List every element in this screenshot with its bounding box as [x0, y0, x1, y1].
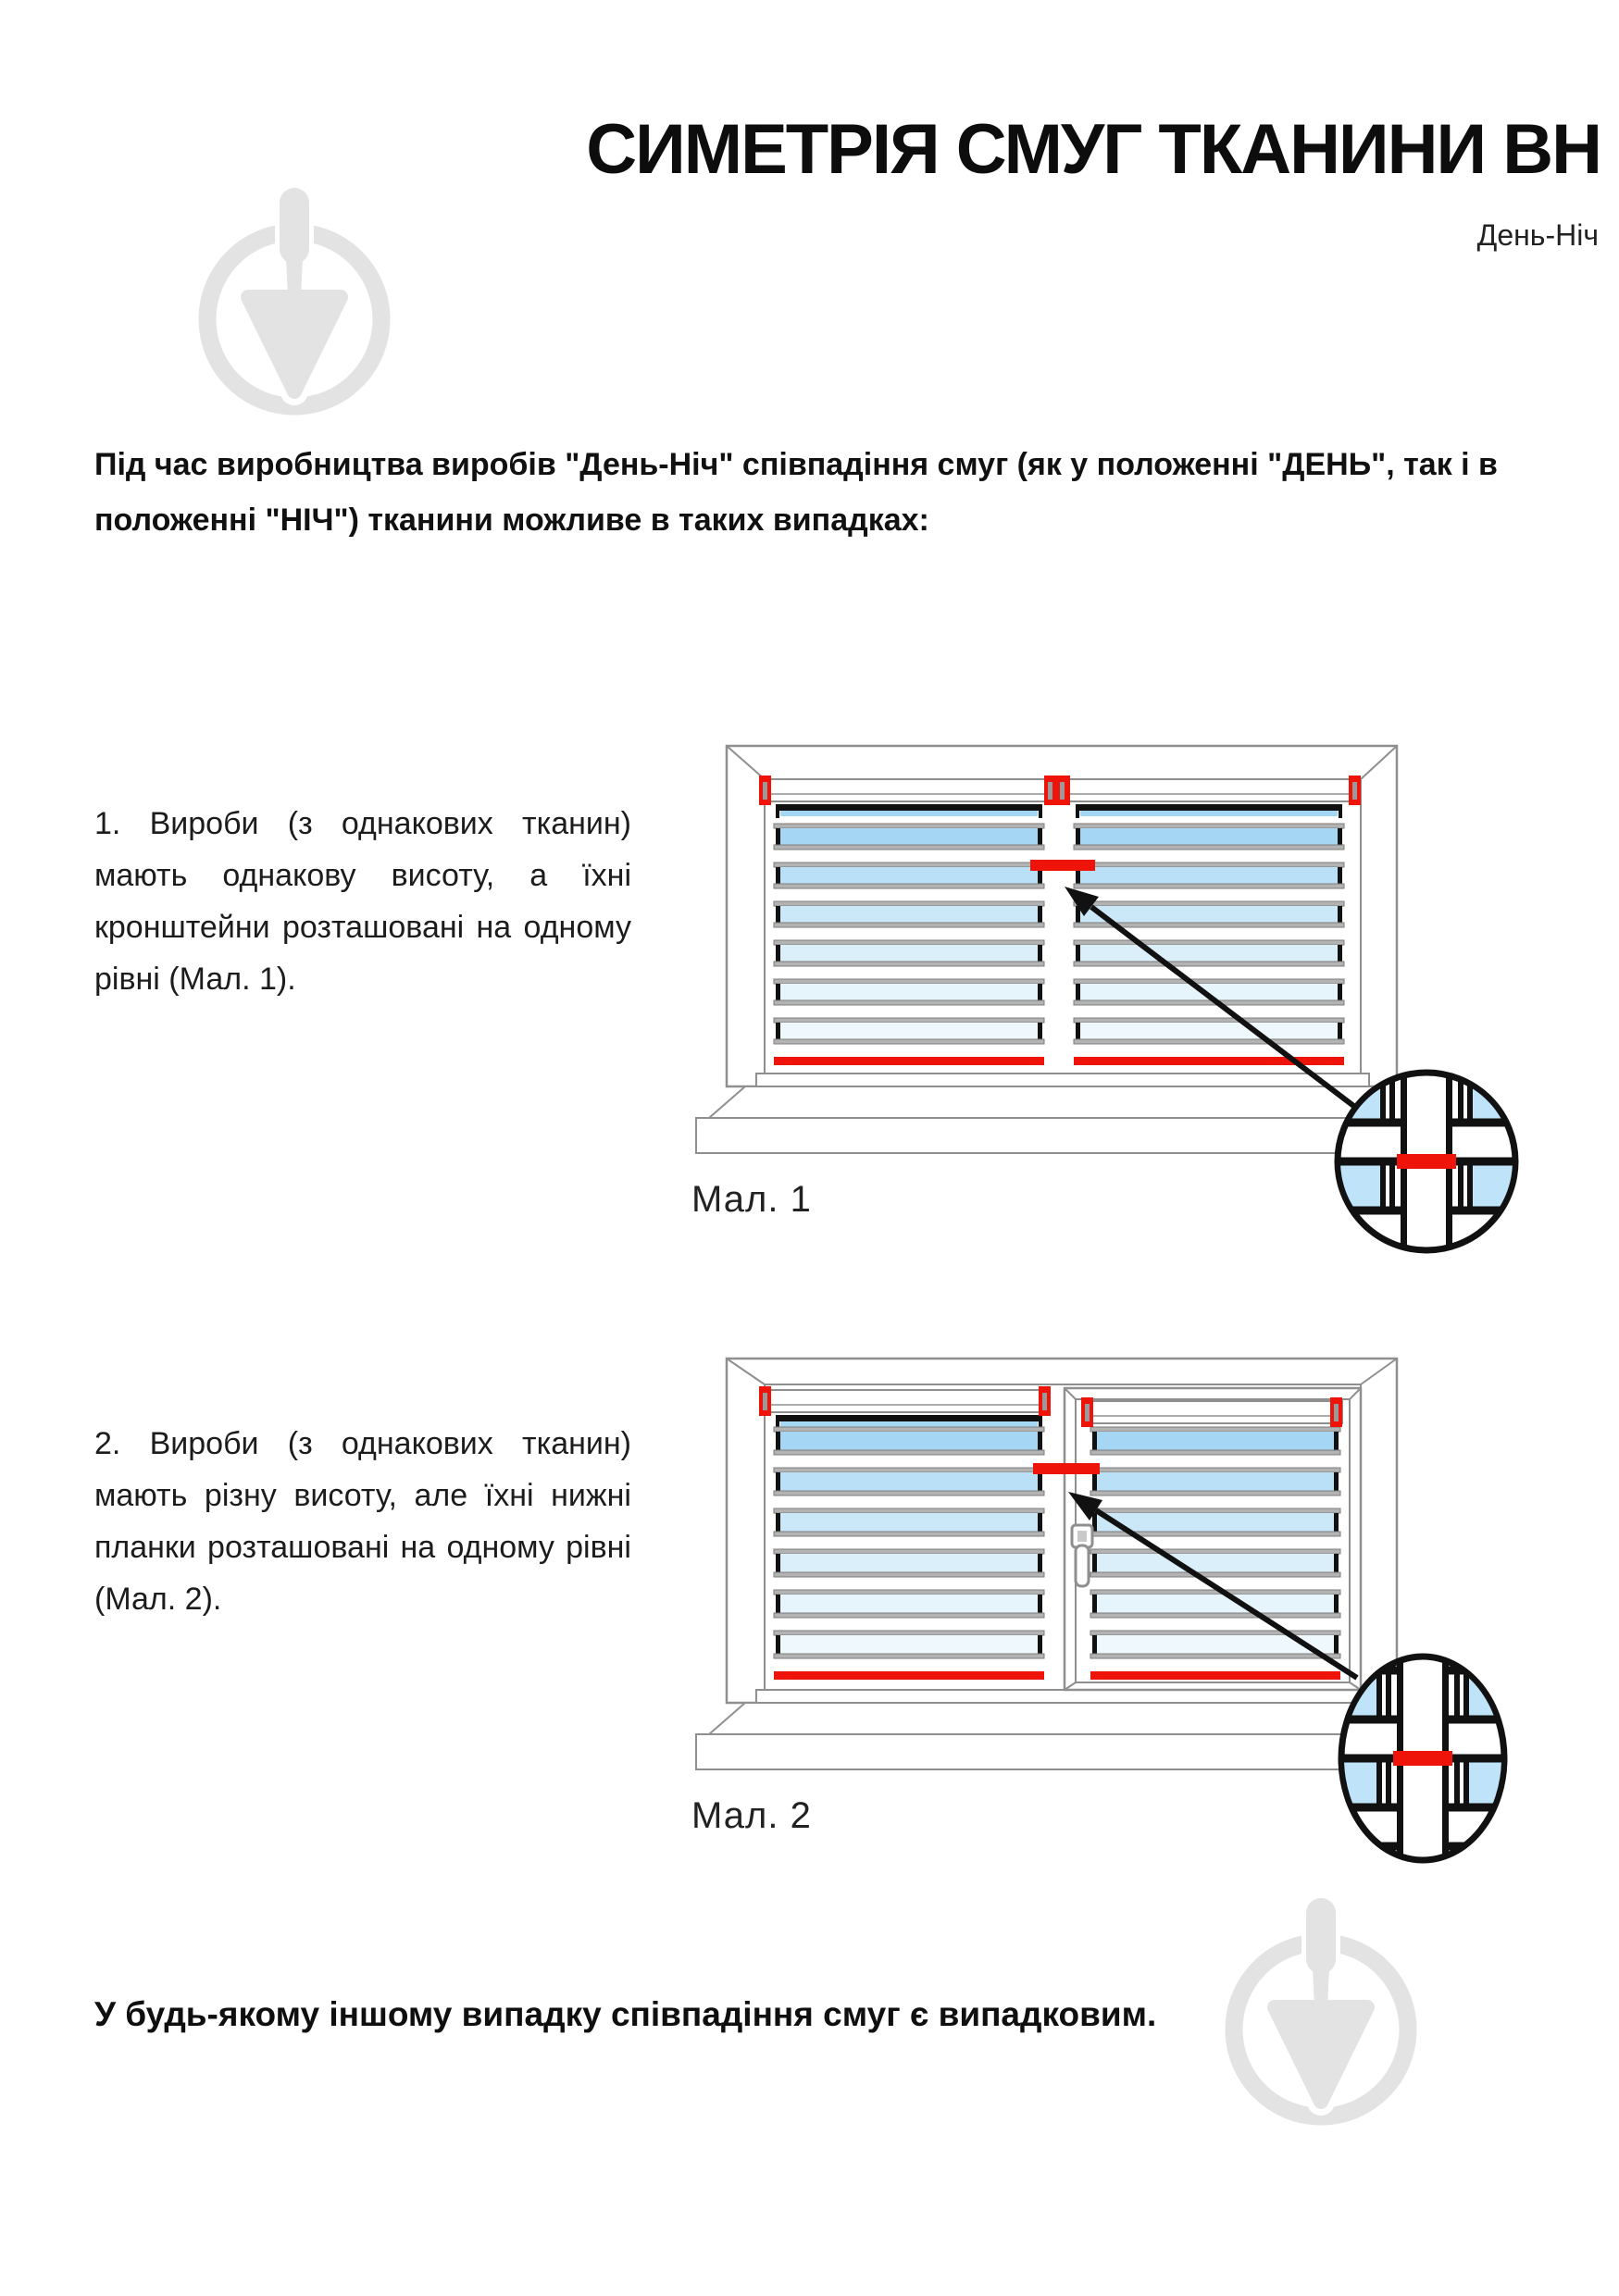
- intro-paragraph: Під час виробництва виробів "День-Ніч" співпадіння смуг (як у положенні "ДЕНЬ", так і в положенні "НІЧ") тканини можливе в таких випадках:: [94, 447, 1498, 538]
- page-subtitle: День-Ніч: [1476, 218, 1599, 252]
- window-handle: [1072, 1525, 1092, 1586]
- figure-2-label: Мал. 2: [691, 1795, 812, 1836]
- left-header-rail: [765, 1390, 1044, 1412]
- page-title: СИМЕТРІЯ СМУГ ТКАНИНИ ВН: [586, 110, 1600, 189]
- alignment-marker: [1033, 1463, 1100, 1474]
- footer-note: У будь-якому іншому випадку співпадіння смуг є випадковим.: [94, 1995, 1157, 2033]
- figure-1: [696, 746, 1515, 1391]
- figure-2: [696, 1359, 1504, 1988]
- window-sill: [696, 1690, 1407, 1769]
- right-header-rail: [1083, 1401, 1342, 1423]
- brand-watermark trowel-logo-icon: [207, 183, 381, 406]
- case-1-paragraph: 1. Вироби (з однакових тканин) мають однакову висоту, а їхні кронштейни розташовані на одному рівні (Мал. 1).: [94, 806, 631, 997]
- alignment-marker: [1030, 860, 1095, 871]
- window-sill: [696, 1074, 1407, 1153]
- case-2-paragraph: 2. Вироби (з однакових тканин) мають різну висоту, але їхні нижні планки розташовані на одному рівні (Мал. 2).: [94, 1426, 631, 1617]
- figure-1-label: Мал. 1: [691, 1179, 812, 1220]
